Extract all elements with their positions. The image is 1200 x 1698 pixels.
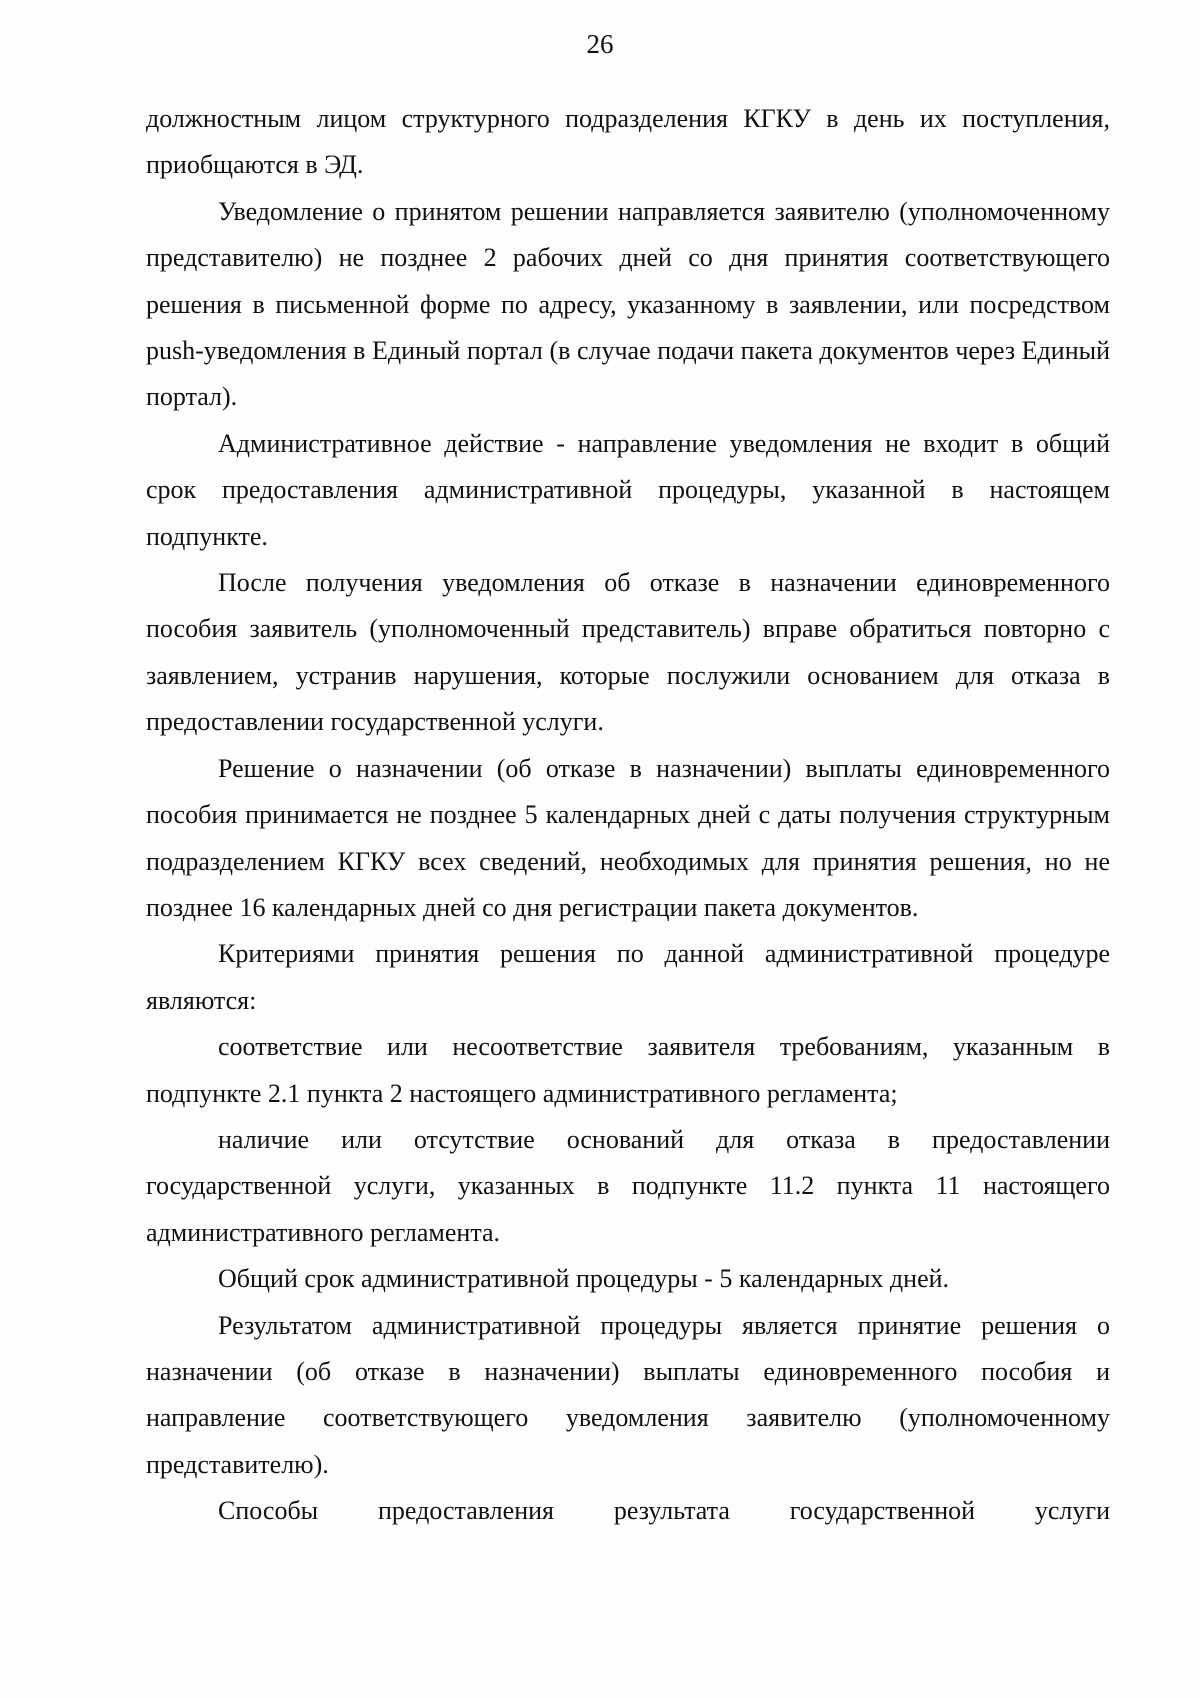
document-body bbox=[146, 96, 1110, 1535]
paragraph-total-term: Общий срок административной процедуры - 5 календарных дней. bbox=[218, 1264, 950, 1294]
paragraph-after-refusal: После получения уведомления об отказе в назначении единовременного пособия заявитель (уполномоченный представитель) вправе обратиться повторно с заявлением, устранив нарушения, которые послужили основанием для отказа в предоставлении государственной услуги. bbox=[146, 568, 1110, 737]
paragraph-administrative-action: Административное действие - направление уведомления не входит в общий срок предоставления административной процедуры, указанной в настоящем подпункте. bbox=[146, 428, 1110, 551]
paragraph-criterion-grounds: наличие или отсутствие оснований для отказа в предоставлении государственной услуги, указанных в подпункте 11.2 пункта 11 настоящего административного регламента. bbox=[146, 1124, 1110, 1247]
paragraph-criterion-requirements: соответствие или несоответствие заявителя требованиям, указанным в подпункте 2.1 пункта 2 настоящего административного регламента; bbox=[146, 1032, 1110, 1108]
paragraph-continuation: должностным лицом структурного подразделения КГКУ в день их поступления, приобщаются в ЭД. bbox=[146, 104, 1110, 180]
paragraph-decision-deadline: Решение о назначении (об отказе в назначении) выплаты единовременного пособия принимается не позднее 5 календарных дней с даты получения структурным подразделением КГКУ всех сведений, необходимых для принятия решения, но не позднее 16 календарных дней со дня регистрации пакета документов. bbox=[146, 753, 1110, 922]
paragraph-result-methods: Способы предоставления результата государственной услуги bbox=[218, 1496, 1110, 1526]
paragraph-notification: Уведомление о принятом решении направляется заявителю (уполномоченному представителю) не позднее 2 рабочих дней со дня принятия соответствующего решения в письменной форме по адресу, указанному в заявлении, или посредством push-уведомления в Единый портал (в случае подачи пакета документов через Единый портал). bbox=[146, 196, 1110, 412]
paragraph-criteria-intro: Критериями принятия решения по данной административной процедуре являются: bbox=[146, 939, 1110, 1015]
page-number: 26 bbox=[586, 29, 614, 59]
paragraph-result: Результатом административной процедуры является принятие решения о назначении (об отказе в назначении) выплаты единовременного пособия и направление соответствующего уведомления заявителю (уполномоченному представителю). bbox=[146, 1310, 1110, 1479]
